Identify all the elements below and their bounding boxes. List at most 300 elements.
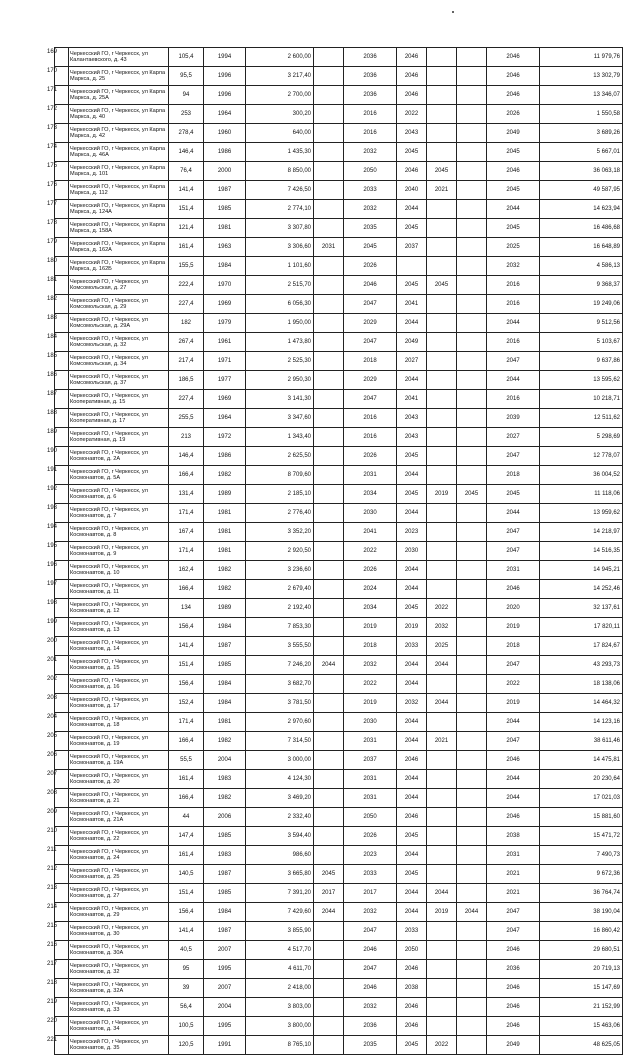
- cost-cell: 640,00: [246, 124, 314, 143]
- cost-cell: 7 246,20: [246, 656, 314, 675]
- total-cost-cell: 49 587,95: [540, 181, 623, 200]
- row-number-label: 205: [47, 733, 58, 739]
- table-row: [55, 846, 623, 865]
- year-built-cell: 1983: [204, 846, 246, 865]
- work-year-6-cell: 2018: [487, 466, 540, 485]
- total-cost-cell: 4 586,13: [540, 257, 623, 276]
- work-year-4-cell: [427, 67, 457, 86]
- cost-cell: 2 185,10: [246, 485, 314, 504]
- work-year-6-cell: 2044: [487, 200, 540, 219]
- work-year-4-cell: [427, 979, 457, 998]
- work-year-5-cell: [457, 637, 487, 656]
- work-year-2-cell: 2031: [344, 732, 397, 751]
- row-number-label: 200: [47, 638, 58, 644]
- work-year-1-cell: [314, 295, 344, 314]
- year-built-cell: 1981: [204, 542, 246, 561]
- work-year-6-cell: 2046: [487, 580, 540, 599]
- work-year-3-cell: 2045: [397, 143, 427, 162]
- cost-cell: 3 306,60: [246, 238, 314, 257]
- total-cost-cell: 20 719,13: [540, 960, 623, 979]
- work-year-3-cell: 2044: [397, 732, 427, 751]
- year-built-cell: 1960: [204, 124, 246, 143]
- area-cell: 140,5: [169, 865, 204, 884]
- work-year-4-cell: [427, 504, 457, 523]
- work-year-2-cell: 2026: [344, 447, 397, 466]
- area-cell: 121,4: [169, 219, 204, 238]
- work-year-2-cell: 2024: [344, 580, 397, 599]
- work-year-1-cell: [314, 143, 344, 162]
- row-number-label: 176: [47, 182, 58, 188]
- work-year-4-cell: 2045: [427, 276, 457, 295]
- total-cost-cell: 9 368,37: [540, 276, 623, 295]
- cost-cell: 300,20: [246, 105, 314, 124]
- table-row: [55, 276, 623, 295]
- total-cost-cell: 32 137,61: [540, 599, 623, 618]
- work-year-2-cell: 2029: [344, 371, 397, 390]
- work-year-1-cell: [314, 257, 344, 276]
- work-year-3-cell: 2044: [397, 770, 427, 789]
- area-cell: 171,4: [169, 713, 204, 732]
- row-number: [47, 257, 69, 276]
- work-year-5-cell: [457, 865, 487, 884]
- address-cell: Черкесский ГО, г Черкесск, ул Комсомольская, д. 29А: [69, 314, 169, 333]
- work-year-2-cell: 2047: [344, 333, 397, 352]
- total-cost-cell: 48 625,05: [540, 1036, 623, 1055]
- row-number-label: 206: [47, 752, 58, 758]
- cost-cell: 2 192,40: [246, 599, 314, 618]
- row-number: [47, 67, 69, 86]
- table-row: [55, 789, 623, 808]
- year-built-cell: 1981: [204, 713, 246, 732]
- work-year-4-cell: [427, 200, 457, 219]
- table-row: [55, 751, 623, 770]
- work-year-1-cell: [314, 542, 344, 561]
- year-built-cell: 1969: [204, 390, 246, 409]
- work-year-2-cell: 2029: [344, 314, 397, 333]
- work-year-5-cell: [457, 656, 487, 675]
- table-row: [55, 694, 623, 713]
- work-year-6-cell: 2049: [487, 124, 540, 143]
- work-year-3-cell: 2041: [397, 390, 427, 409]
- work-year-6-cell: 2025: [487, 238, 540, 257]
- row-number-label: 221: [47, 1037, 58, 1043]
- total-cost-cell: 14 123,16: [540, 713, 623, 732]
- row-number: [47, 713, 69, 732]
- work-year-2-cell: 2035: [344, 1036, 397, 1055]
- work-year-6-cell: 2021: [487, 884, 540, 903]
- work-year-5-cell: [457, 276, 487, 295]
- housing-registry-table: [47, 47, 623, 1055]
- work-year-5-cell: [457, 352, 487, 371]
- row-number-label: 174: [47, 144, 58, 150]
- total-cost-cell: 14 218,97: [540, 523, 623, 542]
- address-cell: Черкесский ГО, г Черкесск, ул Космонавтов, д. 25: [69, 865, 169, 884]
- area-cell: 161,4: [169, 846, 204, 865]
- work-year-5-cell: [457, 941, 487, 960]
- address-cell: Черкесский ГО, г Черкесск, ул Космонавтов, д. 9: [69, 542, 169, 561]
- work-year-4-cell: [427, 48, 457, 67]
- area-cell: 227,4: [169, 390, 204, 409]
- cost-cell: 1 101,60: [246, 257, 314, 276]
- table-row: [55, 219, 623, 238]
- address-cell: Черкесский ГО, г Черкесск, ул Карла Маркса, д. 162А: [69, 238, 169, 257]
- total-cost-cell: 15 147,69: [540, 979, 623, 998]
- row-number-label: 172: [47, 106, 58, 112]
- work-year-2-cell: 2050: [344, 162, 397, 181]
- row-number: [47, 1036, 69, 1055]
- total-cost-cell: 20 230,64: [540, 770, 623, 789]
- cost-cell: 3 682,70: [246, 675, 314, 694]
- work-year-1-cell: 2017: [314, 884, 344, 903]
- area-cell: 217,4: [169, 352, 204, 371]
- work-year-2-cell: 2050: [344, 808, 397, 827]
- address-cell: Черкесский ГО, г Черкесск, ул Комсомольская, д. 27: [69, 276, 169, 295]
- total-cost-cell: 15 463,06: [540, 1017, 623, 1036]
- work-year-2-cell: 2046: [344, 276, 397, 295]
- row-number-label: 169: [47, 49, 58, 55]
- table-row: [55, 238, 623, 257]
- total-cost-cell: 18 138,06: [540, 675, 623, 694]
- work-year-4-cell: [427, 751, 457, 770]
- cost-cell: 3 352,20: [246, 523, 314, 542]
- work-year-3-cell: 2038: [397, 979, 427, 998]
- work-year-1-cell: [314, 447, 344, 466]
- cost-cell: 2 920,50: [246, 542, 314, 561]
- work-year-4-cell: 2021: [427, 181, 457, 200]
- work-year-2-cell: 2030: [344, 713, 397, 732]
- work-year-3-cell: 2032: [397, 694, 427, 713]
- work-year-5-cell: [457, 105, 487, 124]
- work-year-6-cell: 2047: [487, 447, 540, 466]
- row-number: [47, 181, 69, 200]
- area-cell: 166,4: [169, 789, 204, 808]
- work-year-1-cell: [314, 181, 344, 200]
- work-year-4-cell: [427, 409, 457, 428]
- row-number: [47, 124, 69, 143]
- year-built-cell: 1964: [204, 105, 246, 124]
- address-cell: Черкесский ГО, г Черкесск, ул Космонавтов, д. 19: [69, 732, 169, 751]
- work-year-5-cell: [457, 1017, 487, 1036]
- work-year-2-cell: 2045: [344, 238, 397, 257]
- cost-cell: 3 800,00: [246, 1017, 314, 1036]
- table-row: [55, 428, 623, 447]
- cost-cell: 7 853,30: [246, 618, 314, 637]
- year-built-cell: 1972: [204, 428, 246, 447]
- row-number-label: 207: [47, 771, 58, 777]
- total-cost-cell: 14 516,35: [540, 542, 623, 561]
- table-row: [55, 542, 623, 561]
- area-cell: 182: [169, 314, 204, 333]
- work-year-4-cell: 2022: [427, 1036, 457, 1055]
- row-number-label: 212: [47, 866, 58, 872]
- total-cost-cell: 13 302,79: [540, 67, 623, 86]
- work-year-3-cell: [397, 257, 427, 276]
- cost-cell: 8 709,60: [246, 466, 314, 485]
- work-year-4-cell: [427, 124, 457, 143]
- row-number-label: 188: [47, 410, 58, 416]
- year-built-cell: 1981: [204, 504, 246, 523]
- area-cell: 166,4: [169, 580, 204, 599]
- total-cost-cell: 36 063,18: [540, 162, 623, 181]
- row-number-label: 175: [47, 163, 58, 169]
- cost-cell: 3 803,00: [246, 998, 314, 1017]
- scan-speck: [452, 11, 454, 13]
- work-year-2-cell: 2037: [344, 751, 397, 770]
- row-number-label: 213: [47, 885, 58, 891]
- work-year-2-cell: 2036: [344, 67, 397, 86]
- work-year-4-cell: [427, 960, 457, 979]
- address-cell: Черкесский ГО, г Черкесск, ул Карла Маркса, д. 158А: [69, 219, 169, 238]
- address-cell: Черкесский ГО, г Черкесск, ул Космонавтов, д. 15: [69, 656, 169, 675]
- work-year-4-cell: 2022: [427, 599, 457, 618]
- address-cell: Черкесский ГО, г Черкесск, ул Космонавтов, д. 10: [69, 561, 169, 580]
- work-year-3-cell: 2049: [397, 333, 427, 352]
- row-number: [47, 922, 69, 941]
- total-cost-cell: 29 680,51: [540, 941, 623, 960]
- work-year-5-cell: [457, 618, 487, 637]
- work-year-1-cell: [314, 67, 344, 86]
- total-cost-cell: 14 252,46: [540, 580, 623, 599]
- work-year-4-cell: [427, 922, 457, 941]
- row-number: [47, 409, 69, 428]
- work-year-1-cell: [314, 409, 344, 428]
- work-year-3-cell: 2041: [397, 295, 427, 314]
- work-year-3-cell: 2045: [397, 1036, 427, 1055]
- table-row: [55, 352, 623, 371]
- cost-cell: 4 517,70: [246, 941, 314, 960]
- work-year-2-cell: 2036: [344, 1017, 397, 1036]
- work-year-5-cell: [457, 200, 487, 219]
- total-cost-cell: 14 623,94: [540, 200, 623, 219]
- work-year-1-cell: [314, 428, 344, 447]
- table-row: [55, 1017, 623, 1036]
- work-year-2-cell: 2035: [344, 219, 397, 238]
- row-number-label: 199: [47, 619, 58, 625]
- table-row: [55, 181, 623, 200]
- work-year-5-cell: [457, 86, 487, 105]
- address-cell: Черкесский ГО, г Черкесск, ул Космонавтов, д. 34: [69, 1017, 169, 1036]
- row-number-label: 216: [47, 942, 58, 948]
- work-year-1-cell: [314, 466, 344, 485]
- work-year-3-cell: 2045: [397, 276, 427, 295]
- work-year-4-cell: [427, 352, 457, 371]
- work-year-3-cell: 2046: [397, 751, 427, 770]
- total-cost-cell: 3 689,26: [540, 124, 623, 143]
- cost-cell: 3 594,40: [246, 827, 314, 846]
- address-cell: Черкесский ГО, г Черкесск, ул Космонавтов, д. 16: [69, 675, 169, 694]
- work-year-2-cell: 2026: [344, 561, 397, 580]
- total-cost-cell: 16 648,89: [540, 238, 623, 257]
- work-year-1-cell: [314, 1036, 344, 1055]
- row-number: [47, 162, 69, 181]
- address-cell: Черкесский ГО, г Черкесск, ул Комсомольская, д. 34: [69, 352, 169, 371]
- row-number: [47, 979, 69, 998]
- address-cell: Черкесский ГО, г Черкесск, ул Космонавтов, д. 18: [69, 713, 169, 732]
- year-built-cell: 1977: [204, 371, 246, 390]
- work-year-3-cell: 2043: [397, 428, 427, 447]
- table-row: [55, 865, 623, 884]
- work-year-6-cell: 2049: [487, 1036, 540, 1055]
- year-built-cell: 1984: [204, 675, 246, 694]
- work-year-2-cell: 2033: [344, 181, 397, 200]
- work-year-1-cell: [314, 561, 344, 580]
- row-number-label: 208: [47, 790, 58, 796]
- area-cell: 166,4: [169, 466, 204, 485]
- table-row: [55, 618, 623, 637]
- work-year-1-cell: [314, 314, 344, 333]
- cost-cell: 4 611,70: [246, 960, 314, 979]
- work-year-4-cell: [427, 827, 457, 846]
- total-cost-cell: 16 486,68: [540, 219, 623, 238]
- work-year-6-cell: 2044: [487, 371, 540, 390]
- work-year-5-cell: [457, 770, 487, 789]
- table-row: [55, 732, 623, 751]
- cost-cell: 3 347,60: [246, 409, 314, 428]
- work-year-6-cell: 2046: [487, 1017, 540, 1036]
- row-number-label: 184: [47, 334, 58, 340]
- total-cost-cell: 9 637,86: [540, 352, 623, 371]
- address-cell: Черкесский ГО, г Черкесск, ул Космонавтов, д. 14: [69, 637, 169, 656]
- table-row: [55, 960, 623, 979]
- work-year-1-cell: [314, 124, 344, 143]
- work-year-6-cell: 2044: [487, 504, 540, 523]
- work-year-3-cell: 2044: [397, 200, 427, 219]
- row-number: [47, 941, 69, 960]
- cost-cell: 3 469,20: [246, 789, 314, 808]
- year-built-cell: 1982: [204, 466, 246, 485]
- work-year-2-cell: 2032: [344, 998, 397, 1017]
- address-cell: Черкесский ГО, г Черкесск, ул Карла Маркса, д. 46А: [69, 143, 169, 162]
- row-number: [47, 561, 69, 580]
- year-built-cell: 1996: [204, 86, 246, 105]
- address-cell: Черкесский ГО, г Черкесск, ул Космонавтов, д. 17: [69, 694, 169, 713]
- row-number-label: 193: [47, 505, 58, 511]
- work-year-1-cell: [314, 504, 344, 523]
- total-cost-cell: 17 021,03: [540, 789, 623, 808]
- row-number: [47, 694, 69, 713]
- row-number-label: 218: [47, 980, 58, 986]
- row-number: [47, 390, 69, 409]
- table-row: [55, 1036, 623, 1055]
- work-year-5-cell: [457, 238, 487, 257]
- work-year-1-cell: 2044: [314, 656, 344, 675]
- work-year-5-cell: [457, 979, 487, 998]
- work-year-2-cell: 2031: [344, 770, 397, 789]
- row-number-label: 194: [47, 524, 58, 530]
- cost-cell: 3 855,90: [246, 922, 314, 941]
- address-cell: Черкесский ГО, г Черкесск, ул Космонавтов, д. 33: [69, 998, 169, 1017]
- work-year-4-cell: [427, 1017, 457, 1036]
- table-row: [55, 86, 623, 105]
- address-cell: Черкесский ГО, г Черкесск, ул Космонавтов, д. 21А: [69, 808, 169, 827]
- work-year-5-cell: [457, 675, 487, 694]
- work-year-3-cell: 2044: [397, 580, 427, 599]
- work-year-6-cell: 2047: [487, 656, 540, 675]
- address-cell: Черкесский ГО, г Черкесск, ул Комсомольская, д. 37: [69, 371, 169, 390]
- row-number: [47, 599, 69, 618]
- row-number: [47, 827, 69, 846]
- year-built-cell: 2000: [204, 162, 246, 181]
- work-year-5-cell: [457, 219, 487, 238]
- work-year-2-cell: 2016: [344, 124, 397, 143]
- work-year-3-cell: 2027: [397, 352, 427, 371]
- table-row: [55, 447, 623, 466]
- address-cell: Черкесский ГО, г Черкесск, ул Космонавтов, д. 12: [69, 599, 169, 618]
- work-year-3-cell: 2044: [397, 371, 427, 390]
- work-year-4-cell: 2019: [427, 903, 457, 922]
- work-year-6-cell: 2031: [487, 561, 540, 580]
- address-cell: Черкесский ГО, г Черкесск, ул Комсомольская, д. 29: [69, 295, 169, 314]
- work-year-4-cell: [427, 219, 457, 238]
- work-year-4-cell: [427, 941, 457, 960]
- table-row: [55, 979, 623, 998]
- year-built-cell: 1983: [204, 770, 246, 789]
- work-year-6-cell: 2044: [487, 789, 540, 808]
- total-cost-cell: 38 190,04: [540, 903, 623, 922]
- work-year-2-cell: 2041: [344, 523, 397, 542]
- year-built-cell: 1985: [204, 656, 246, 675]
- work-year-5-cell: [457, 466, 487, 485]
- total-cost-cell: 13 959,62: [540, 504, 623, 523]
- work-year-1-cell: [314, 846, 344, 865]
- work-year-1-cell: [314, 200, 344, 219]
- year-built-cell: 1970: [204, 276, 246, 295]
- row-number: [47, 656, 69, 675]
- work-year-4-cell: [427, 998, 457, 1017]
- total-cost-cell: 36 764,74: [540, 884, 623, 903]
- work-year-2-cell: 2031: [344, 789, 397, 808]
- work-year-2-cell: 2047: [344, 922, 397, 941]
- work-year-4-cell: 2044: [427, 694, 457, 713]
- work-year-1-cell: [314, 371, 344, 390]
- table-row: [55, 637, 623, 656]
- table-row: [55, 485, 623, 504]
- work-year-6-cell: 2046: [487, 67, 540, 86]
- area-cell: 255,5: [169, 409, 204, 428]
- area-cell: 40,5: [169, 941, 204, 960]
- area-cell: 134: [169, 599, 204, 618]
- table-row: [55, 903, 623, 922]
- row-number: [47, 523, 69, 542]
- work-year-4-cell: [427, 143, 457, 162]
- work-year-5-cell: [457, 542, 487, 561]
- work-year-1-cell: 2031: [314, 238, 344, 257]
- year-built-cell: 2004: [204, 998, 246, 1017]
- row-number: [47, 504, 69, 523]
- work-year-6-cell: 2047: [487, 523, 540, 542]
- total-cost-cell: 10 218,71: [540, 390, 623, 409]
- work-year-3-cell: 2023: [397, 523, 427, 542]
- work-year-3-cell: 2044: [397, 789, 427, 808]
- row-number: [47, 770, 69, 789]
- work-year-1-cell: [314, 751, 344, 770]
- work-year-5-cell: [457, 998, 487, 1017]
- year-built-cell: 1981: [204, 219, 246, 238]
- address-cell: Черкесский ГО, г Черкесск, ул Кооперативная, д. 15: [69, 390, 169, 409]
- work-year-4-cell: [427, 333, 457, 352]
- cost-cell: 1 473,80: [246, 333, 314, 352]
- work-year-1-cell: [314, 352, 344, 371]
- row-number-label: 197: [47, 581, 58, 587]
- table-row: [55, 67, 623, 86]
- work-year-1-cell: [314, 1017, 344, 1036]
- address-cell: Черкесский ГО, г Черкесск, ул Космонавтов, д. 30А: [69, 941, 169, 960]
- work-year-5-cell: [457, 48, 487, 67]
- row-number: [47, 428, 69, 447]
- area-cell: 166,4: [169, 732, 204, 751]
- row-number-label: 185: [47, 353, 58, 359]
- work-year-2-cell: 2016: [344, 105, 397, 124]
